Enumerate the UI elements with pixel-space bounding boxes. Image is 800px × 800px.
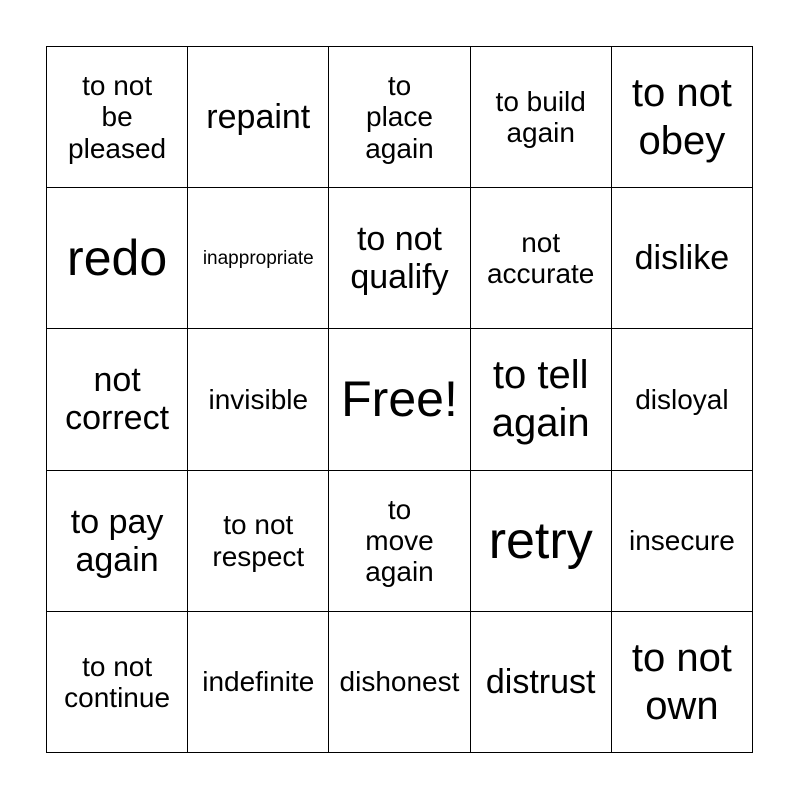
bingo-cell[interactable] <box>188 47 329 188</box>
bingo-cell[interactable] <box>47 471 188 612</box>
cell-text: redo <box>67 230 168 287</box>
cell-text: to not obey <box>631 71 732 164</box>
bingo-cell[interactable] <box>471 188 612 329</box>
cell-text: to not qualify <box>350 220 449 297</box>
cell-text: to pay again <box>70 502 164 579</box>
bingo-cell[interactable] <box>188 471 329 612</box>
bingo-cell[interactable] <box>47 188 188 329</box>
cell-text: to not continue <box>64 650 171 713</box>
cell-text: dislike <box>634 239 730 278</box>
cell-text: retry <box>488 511 593 570</box>
cell-text: repaint <box>206 98 311 137</box>
bingo-cell[interactable] <box>329 47 470 188</box>
bingo-cell[interactable] <box>188 329 329 470</box>
bingo-cell[interactable] <box>612 47 753 188</box>
bingo-cell[interactable] <box>612 471 753 612</box>
cell-text: to build again <box>495 85 586 149</box>
cell-text: to move again <box>365 493 434 588</box>
bingo-cell[interactable] <box>471 329 612 470</box>
bingo-cell[interactable] <box>329 188 470 329</box>
bingo-cell[interactable] <box>329 471 470 612</box>
bingo-cell[interactable] <box>47 329 188 470</box>
cell-text: to place again <box>365 70 434 164</box>
bingo-cell[interactable] <box>47 612 188 753</box>
bingo-cell[interactable] <box>612 329 753 470</box>
bingo-cell[interactable] <box>471 47 612 188</box>
bingo-cell[interactable] <box>612 612 753 753</box>
free-space-cell[interactable] <box>329 329 470 470</box>
cell-text: not accurate <box>486 226 595 290</box>
bingo-cell[interactable] <box>188 612 329 753</box>
bingo-board <box>46 46 753 753</box>
cell-text: disloyal <box>635 383 729 415</box>
bingo-cell[interactable] <box>612 188 753 329</box>
cell-text: invisible <box>208 383 309 415</box>
cell-text: dishonest <box>339 666 460 698</box>
cell-text: indefinite <box>202 666 315 698</box>
cell-text: to not respect <box>212 509 305 572</box>
cell-text: to not own <box>631 635 732 728</box>
bingo-cell[interactable] <box>47 47 188 188</box>
cell-text: to tell again <box>491 353 590 446</box>
cell-text: not correct <box>65 361 170 438</box>
cell-text: to not be pleased <box>68 70 167 164</box>
bingo-cell[interactable] <box>188 188 329 329</box>
bingo-cell[interactable] <box>471 612 612 753</box>
free-space-label: Free! <box>341 371 458 428</box>
bingo-cell[interactable] <box>329 612 470 753</box>
cell-text: distrust <box>485 662 596 701</box>
cell-text: inappropriate <box>202 247 314 269</box>
cell-text: insecure <box>628 525 735 557</box>
bingo-cell[interactable] <box>471 471 612 612</box>
